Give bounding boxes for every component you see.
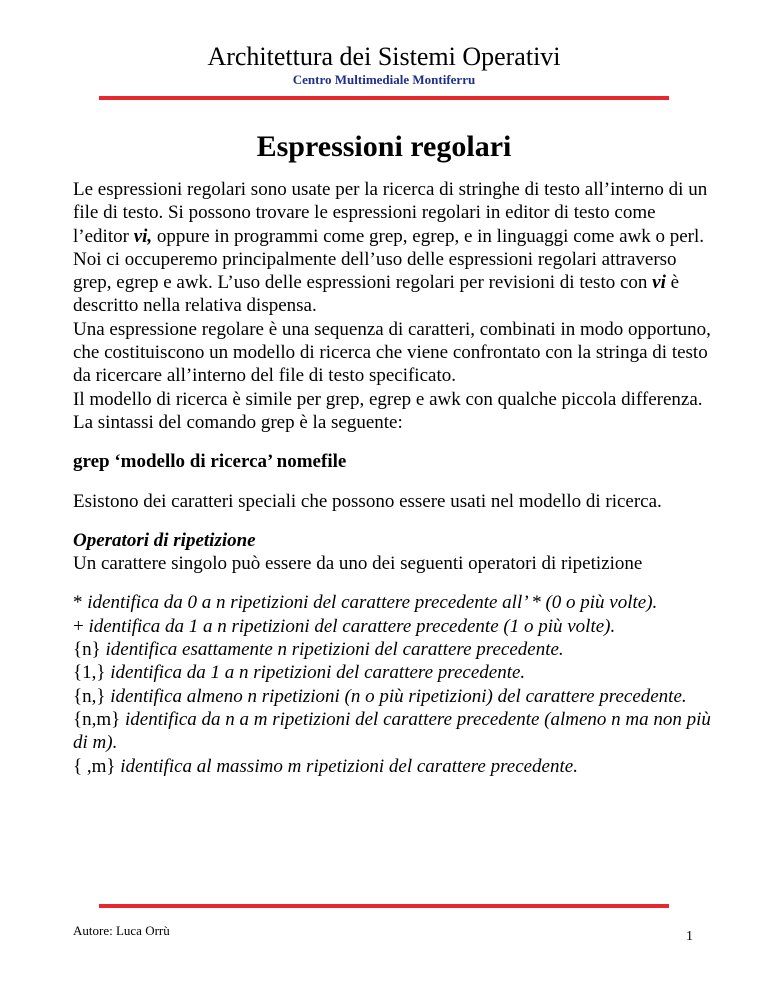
grep-syntax: grep ‘modello di ricerca’ nomefile: [73, 451, 347, 473]
header-divider: [99, 96, 669, 100]
operator-item: [73, 638, 713, 661]
operator-description: identifica da 0 a n ripetizioni del carattere precedente all’ * (0 o più volte).: [82, 592, 658, 614]
header-subtitle: Centro Multimediale Montiferru: [292, 72, 476, 87]
syntax-intro-paragraph: La sintassi del comando grep è la seguente:: [73, 411, 403, 433]
header-title: Architettura dei Sistemi Operativi: [207, 42, 561, 71]
operator-description: identifica esattamente n ripetizioni del carattere precedente.: [100, 639, 564, 661]
operator-item: [73, 755, 713, 778]
operator-item: [73, 591, 713, 614]
operator-item: [73, 685, 713, 708]
intro-paragraph: [73, 178, 713, 318]
operator-description: identifica da n a m ripetizioni del carattere precedente (almeno n ma non più di m).: [73, 708, 711, 754]
page-number: 1: [686, 929, 693, 944]
intro-vi-emphasis: vi,: [133, 225, 153, 247]
intro-text-b: oppure in programmi come grep, egrep, e in linguaggi come awk o perl. Noi ci occuperemo principalmente dell’uso delle espressioni regolari attraverso grep, egrep e awk. L’uso delle espressioni regolari per revisioni di testo con: [73, 225, 705, 294]
operator-item: [73, 615, 713, 638]
operator-symbol: {n,}: [73, 685, 106, 707]
model-paragraph: Il modello di ricerca è simile per grep, egrep e awk con qualche piccola differenza.: [73, 388, 703, 410]
page-header: [0, 42, 768, 88]
operator-symbol: {n,m}: [73, 708, 121, 730]
intro-vi-emphasis-2: vi: [652, 272, 666, 294]
document-title: Espressioni regolari: [256, 130, 512, 163]
definition-paragraph: Una espressione regolare è una sequenza di caratteri, combinati in modo opportuno, che costituiscono un modello di ricerca che viene confrontato con la stringa di testo da ricercare all’interno del file di testo specificato.: [73, 318, 711, 387]
operator-symbol: { ,m}: [73, 755, 116, 777]
operator-description: identifica al massimo m ripetizioni del carattere precedente.: [115, 755, 578, 777]
section-intro: Un carattere singolo può essere da uno dei seguenti operatori di ripetizione: [73, 553, 643, 575]
footer-divider: [99, 904, 669, 908]
operator-list: [73, 591, 713, 777]
operator-symbol: {n}: [73, 639, 101, 661]
document-body: [73, 178, 713, 778]
operator-item: [73, 708, 713, 755]
section-heading: Operatori di ripetizione: [73, 529, 256, 551]
operator-symbol: {1,}: [73, 662, 106, 684]
operator-symbol: *: [73, 592, 83, 614]
operator-description: identifica da 1 a n ripetizioni del carattere precedente.: [105, 662, 526, 684]
operator-symbol: +: [73, 615, 84, 637]
operator-item: [73, 661, 713, 684]
operator-description: identifica da 1 a n ripetizioni del carattere precedente (1 o più volte).: [83, 615, 616, 637]
intro-text-a: Le espressioni regolari sono usate per la ricerca di stringhe di testo all’interno di un file di testo. Si possono trovare le espressioni regolari in editor di testo come l’editor: [73, 179, 708, 247]
intro-text-c: è descritto nella relativa dispensa.: [73, 272, 680, 317]
footer-author: Autore: Luca Orrù: [73, 923, 170, 938]
special-chars-paragraph: Esistono dei caratteri speciali che possono essere usati nel modello di ricerca.: [73, 490, 662, 512]
operator-description: identifica almeno n ripetizioni (n o più ripetizioni) del carattere precedente.: [105, 685, 687, 707]
